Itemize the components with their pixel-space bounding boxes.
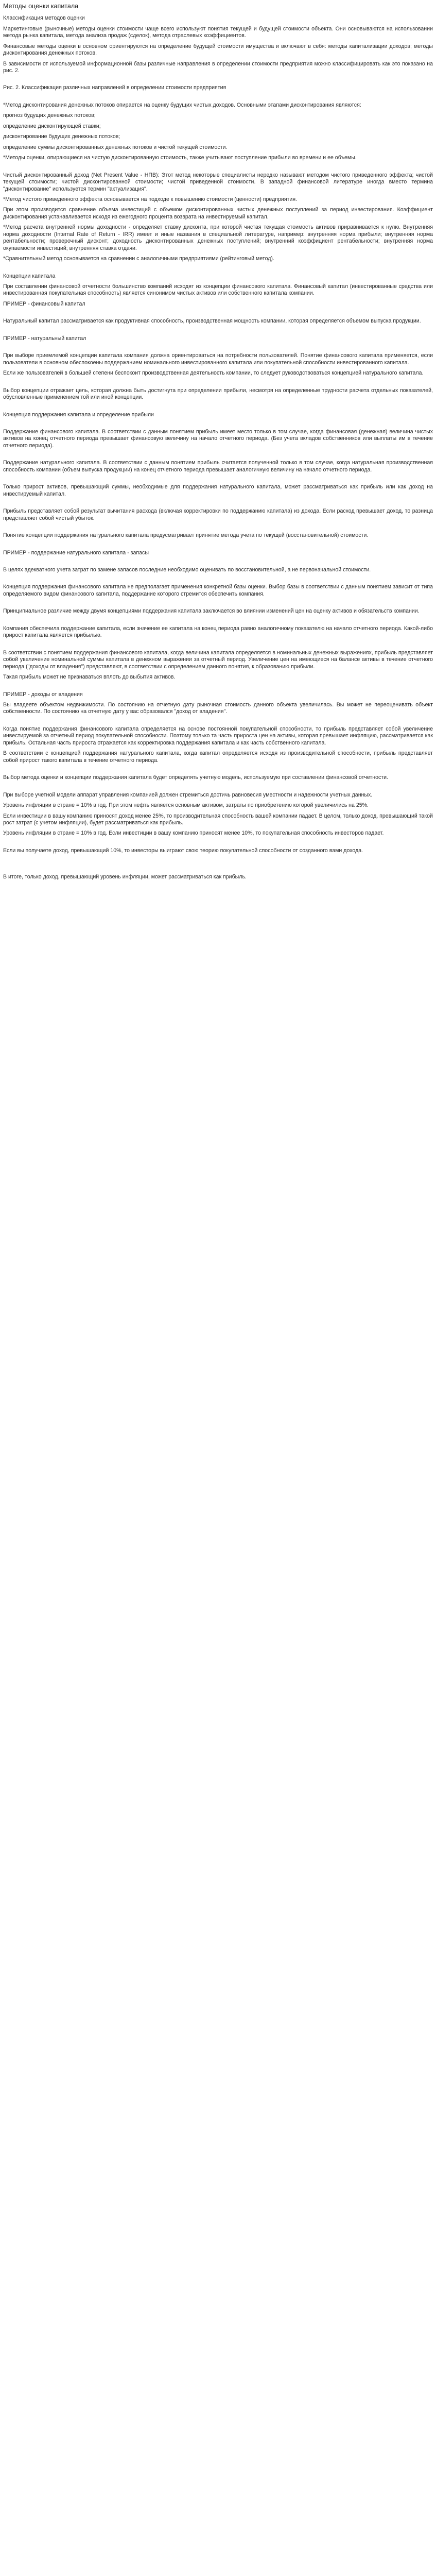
paragraph: В зависимости от используемой информационной базы различные направления в определении стоимости предприятия можно классифицировать как это показано на рис. 2. [3,60,433,74]
paragraph: определение дисконтирующей ставки; [3,123,101,129]
paragraph: Концепция поддержания капитала и определение прибыли [3,411,154,418]
paragraph: Если инвестиции в вашу компанию приносят доход менее 25%, то производительная способность вашей компании падает. В целом, только доход, превышающий такой рост затрат (с учетом инфляции), будет рассматриваться как прибыль. [3,812,433,826]
paragraph: Выбор концепции отражает цель, которая должна быть достигнута при определении прибыли, несмотря на определенные трудности расчета отдельных показателей, обусловленные применением той или иной концепции. [3,387,433,401]
paragraph: При составлении финансовой отчетности большинство компаний исходят из концепции финансового капитала. Финансовый капитал (инвестированные средства или инвестированная покупательная способность) является синонимом чистых активов или собственного капитала компании. [3,283,433,297]
paragraph: При этом производится сравнение объема инвестиций с объемом дисконтированных чистых денежных поступлений за период инвестирования. Коэффициент дисконтирования устанавливается исходя из ежегодного процента возврата на инвестируемый капитал. [3,207,433,220]
paragraph: определение суммы дисконтированных денежных потоков и чистой текущей стоимости. [3,144,228,150]
paragraph: При выборе учетной модели аппарат управления компанией должен стремиться достичь равновесия уместности и надежности учетных данных. [3,791,373,798]
paragraph: *Сравнительный метод основывается на сравнении с аналогичными предприятиями (рейтинговый метод). [3,256,274,262]
paragraph: Натуральный капитал рассматривается как продуктивная способность, производственная мощность компании, которая определяется объемом выпуска продукции. [3,318,421,325]
paragraph: Прибыль представляет собой результат вычитания расхода (включая корректировки по поддержанию капитала) из дохода. Если расход превышает доход, то разница представляет собой чистый убыток. [3,508,433,521]
paragraph: Уровень инфляции в стране = 10% в год. При этом нефть является основным активом, затраты по приобретению которой увеличились на 25%. [3,802,369,809]
paragraph: В целях адекватного учета затрат по замене запасов последние необходимо оценивать по восстановительной, а не первоначальной стоимости. [3,567,371,573]
paragraph: Принципиальное различие между двумя концепциями поддержания капитала заключается во влиянии изменений цен на оценку активов и обязательств компании. [3,608,420,615]
paragraph: Концепции капитала [3,273,56,279]
paragraph: Если же пользователей в большей степени беспокоит производственная деятельность компании, то следует руководствоваться концепцией натурального капитала. [3,370,424,377]
paragraph: Маркетинговые (рыночные) методы оценки стоимости чаще всего используют понятия текущей и будущей стоимости объекта. Они основываются на использовании метода рынка капитала, метода анализа продаж (сделок), метода отраслевых коэффициентов. [3,25,433,39]
paragraph: Выбор метода оценки и концепции поддержания капитала будет определять учетную модель, используемую при составлении финансовой отчетности. [3,774,388,781]
paragraph: *Метод чистого приведенного эффекта основывается на подходе к повышению стоимости (ценности) предприятия. [3,196,298,202]
document [0,0,436,892]
paragraph: Классификация методов оценки [3,15,85,22]
paragraph: Компания обеспечила поддержание капитала, если значение ее капитала на конец периода равно аналогичному показателю на начало отчетного периода. Какой-либо прирост капитала является прибылью. [3,625,433,639]
paragraph: Если вы получаете доход, превышающий 10%, то инвесторы выиграют свою теорию покупательной способности от созданного вами дохода. [3,847,363,854]
paragraph: прогноз будущих денежных потоков; [3,112,96,119]
paragraph: Поддержание финансового капитала. В соответствии с данным понятием прибыль имеет место только в том случае, когда финансовая (денежная) величина чистых активов на конец отчетного периода превышает финансовую величину на начало отчетного периода. (Без учета вкладов собственников или выплаты им в течение отчетного периода). [3,429,433,449]
paragraph: Понятие концепции поддержания натурального капитала предусматривает принятие метода учета по текущей (восстановительной) стоимости. [3,532,369,539]
paragraph: ПРИМЕР - финансовый капитал [3,300,85,307]
paragraph: Когда понятие поддержания финансового капитала определяется на основе постоянной покупательной способности, то прибыль представляет собой увеличение инвестируемой за отчетный период покупательной способности. Поэтому только та часть прироста цен на активы, которая превышает инфляцию, рассматривается как прибыль. Остальная часть прироста отражается как корректировка поддержания капитала и как часть собственного капитала. [3,725,433,746]
paragraph: *Методы оценки, опирающиеся на чистую дисконтированную стоимость, также учитывают поступление прибыли во времени и ее объемы. [3,155,357,161]
paragraph: ПРИМЕР - натуральный капитал [3,335,86,342]
paragraph: ПРИМЕР - поддержание натурального капитала - запасы [3,549,149,556]
paragraph: ПРИМЕР - доходы от владения [3,691,83,698]
paragraph: *Метод дисконтирования денежных потоков опирается на оценку будущих чистых доходов. Основными этапами дисконтирования являются: [3,101,361,108]
paragraph: Вы владеете объектом недвижимости. По состоянию на отчетную дату рыночная стоимость данного объекта увеличилась. Вы может не переоценивать объект собственности. По состоянию на отчетную дату у вас образовался "доход от владения". [3,701,433,715]
paragraph: Рис. 2. Классификация различных направлений в определении стоимости предприятия [3,84,226,91]
paragraph: При выборе приемлемой концепции капитала компания должна ориентироваться на потребности пользователей. Понятие финансового капитала применяется, если пользователи в основном обеспокоены поддержанием номинального инвестированного капитала или покупательной способности инвестированного капитала. [3,352,433,366]
paragraph: В соответствии с понятием поддержания финансового капитала, когда величина капитала определяется в номинальных денежных выражениях, прибыль представляет собой увеличение номинальной суммы капитала в денежном выражении за отчетный период. Увеличение цен на имеющиеся на балансе активы в течение отчетного периода ("доходы от владения") представляют, в соответствии с определением данного понятия, к образованию прибыли. [3,649,433,670]
paragraph: В соответствии с концепцией поддержания натурального капитала, когда капитал определяется исходя из производительной способности, прибыль представляет собой прирост такого капитала в течение отчетного периода. [3,750,433,764]
paragraph: Только прирост активов, превышающий суммы, необходимые для поддержания натурального капитала, может рассматриваться как прибыль или как доход на инвестируемый капитал. [3,484,433,497]
paragraph: Такая прибыль может не признаваться вплоть до выбытия активов. [3,674,176,681]
paragraph: *Метод расчета внутренней нормы доходности - определяет ставку дисконта, при которой чистая текущая стоимость активов приравнивается к нулю. Внутренняя норма доходности (Internal Rate of Return - IRR) имеет и иные названия в специальной литературе, например: внутренняя норма прибыли; внутренняя норма рентабельности; проверочный дисконт; доходность дисконтированных денежных поступлений; внутренний коэффициент рентабельности; внутренняя норма окупаемости инвестиций; внутренняя ставка отдачи. [3,224,433,251]
paragraph: Финансовые методы оценки в основном ориентируются на определение будущей стоимости имущества и включают в себя: методы капитализации доходов; методы дисконтирования денежных потоков. [3,43,433,57]
page-title: Методы оценки капитала [3,3,79,10]
paragraph: Поддержание натурального капитала. В соответствии с данным понятием прибыль считается полученной только в том случае, когда натуральная производственная способность компании (объем выпуска продукции) на конец отчетного периода превышает аналогичную величину на начало отчетного периода. [3,460,433,473]
paragraph: Чистый дисконтированный доход (Net Present Value - НПВ): Этот метод некоторые специалисты нередко называют методом чистого приведенного эффекта; чистой текущей стоимости; чистой дисконтированной стоимости; чистой приведенной стоимости. В западной финансовой литературе иногда вместо термина "дисконтирование" используется термин "актуализация". [3,172,433,192]
paragraph: В итоге, только доход, превышающий уровень инфляции, может рассматриваться как прибыль. [3,874,247,880]
paragraph: Концепция поддержания финансового капитала не предполагает применения конкретной базы оценки. Выбор базы в соответствии с данным понятием зависит от типа определяемого видом финансового капитала, поддержание которого стремится обеспечить компания. [3,584,433,597]
paragraph: Уровень инфляции в стране = 10% в год. Если инвестиции в вашу компанию приносят менее 10%, то покупательная способность инвесторов падает. [3,830,384,837]
paragraph: дисконтирование будущих денежных потоков; [3,133,120,140]
